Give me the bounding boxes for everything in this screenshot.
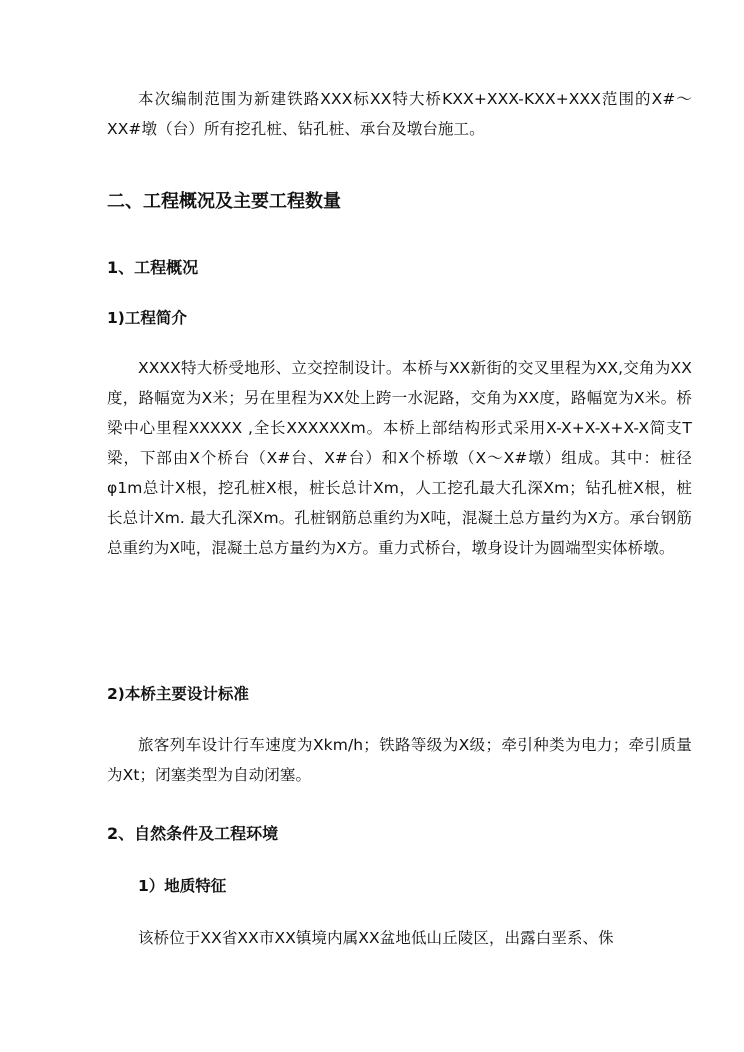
section-2-heading: 二、工程概况及主要工程数量 <box>107 191 341 212</box>
subsection-1-heading: 1、工程概况 <box>107 258 199 277</box>
item-1-heading: 1)工程简介 <box>107 309 187 327</box>
item-3-paragraph: 该桥位于XX省XX市XX镇境内属XX盆地低山丘陵区，出露白垩系、侏 <box>138 929 614 947</box>
item-3-heading: 1）地质特征 <box>138 877 227 895</box>
item-2-heading: 2)本桥主要设计标准 <box>107 685 249 703</box>
item-2-paragraph: 旅客列车设计行车速度为Xkm/h；铁路等级为X级；牵引种类为电力；牵引质量为Xt；闭塞类型为自动闭塞。 <box>107 736 692 784</box>
item-1-paragraph: XXXX特大桥受地形、立交控制设计。本桥与XX新街的交叉里程为XX,交角为XX度，路幅宽为X米；另在里程为XX处上跨一水泥路，交角为XX度，路幅宽为X米。桥梁中心里程XXXXX ,全长XXXXXXm。本桥上部结构形式采用X-X+X-X+X-X简支T梁，下部由X个桥台（X#台、X#台）和X个桥墩（X～X#墩）组成。其中：桩径φ1m总计X根，挖孔桩X根，桩长总计Xm，人工挖孔最大孔深Xm；钻孔桩X根，桩长总计Xm. 最大孔深Xm。孔桩钢筋总重约为X吨，混凝土总方量约为X方。承台钢筋总重约为X吨，混凝土总方量约为X方。重力式桥台，墩身设计为圆端型实体桥墩。 <box>107 359 692 557</box>
intro-paragraph: 本次编制范围为新建铁路XXX标XX特大桥KXX+XXX-KXX+XXX范围的X#～XX#墩（台）所有挖孔桩、钻孔桩、承台及墩台施工。 <box>107 90 692 138</box>
subsection-2-heading: 2、自然条件及工程环境 <box>107 824 279 843</box>
